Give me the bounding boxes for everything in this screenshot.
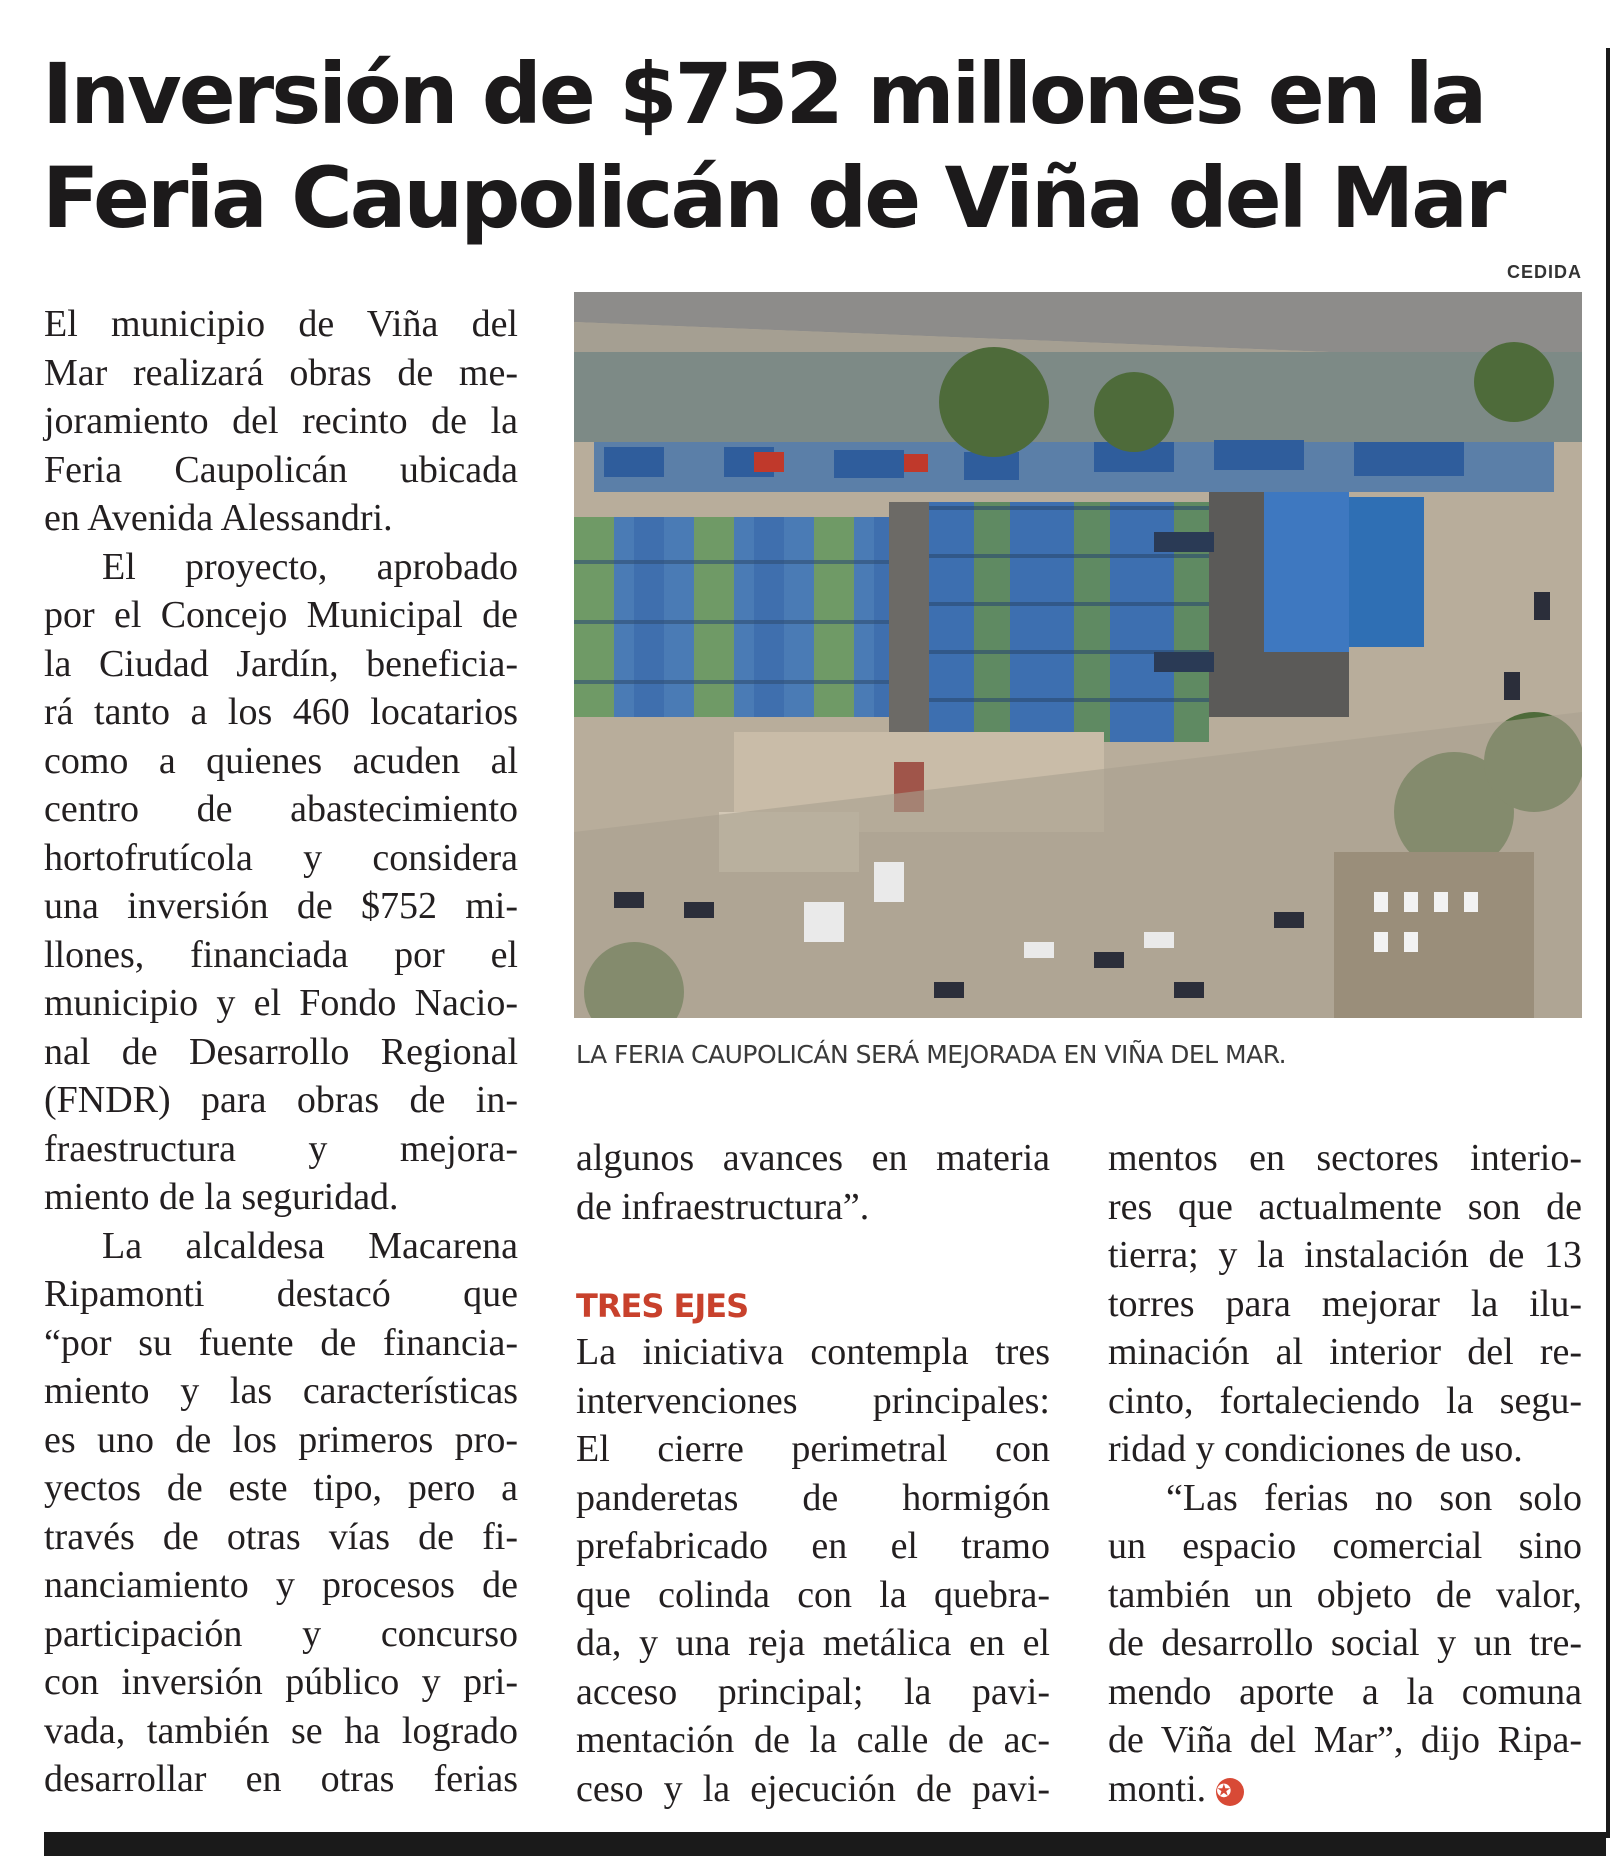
- text-line: joramiento del recinto de la: [44, 400, 518, 442]
- text-line: centro de abastecimiento: [44, 788, 518, 830]
- photo-caption: LA FERIA CAUPOLICÁN SERÁ MEJORADA EN VIÑA DEL MAR.: [576, 1040, 1287, 1069]
- text-line: participación y concurso: [44, 1612, 518, 1655]
- text-line: (FNDR) para obras de in-: [44, 1079, 518, 1121]
- headline-line-2: Feria Caupolicán de Viña del Mar: [42, 149, 1504, 247]
- text-line: vada, también se ha logrado: [44, 1709, 518, 1752]
- text-line: es uno de los primeros pro-: [44, 1418, 518, 1461]
- text-line: algunos avances en materia: [576, 1137, 1050, 1179]
- circled-star-icon: ✪: [1216, 1778, 1244, 1806]
- text-line: mentación de la calle de ac-: [576, 1719, 1050, 1761]
- section-subhead: TRES EJES: [576, 1286, 749, 1325]
- text-line: de desarrollo social y un tre-: [1108, 1622, 1582, 1664]
- text-line: como a quienes acuden al: [44, 739, 518, 782]
- text-line: La iniciativa contempla tres: [576, 1331, 1050, 1373]
- text-line: con inversión público y pri-: [44, 1661, 518, 1703]
- text-line: también un objeto de valor,: [1108, 1573, 1582, 1616]
- text-line: hortofrutícola y considera: [44, 836, 518, 879]
- text-line: cinto, fortaleciendo la segu-: [1108, 1379, 1582, 1422]
- text-line: El municipio de Viña del: [44, 303, 518, 345]
- text-line: ridad y condiciones de uso.: [1108, 1428, 1523, 1470]
- text-line: que colinda con la quebra-: [576, 1573, 1050, 1616]
- text-line: llones, financiada por el: [44, 933, 518, 976]
- text-line: Ripamonti destacó que: [44, 1273, 518, 1315]
- text-line: rá tanto a los 460 locatarios: [44, 691, 518, 733]
- body-column-1: [44, 300, 518, 1804]
- text-line: intervenciones principales:: [576, 1379, 1050, 1422]
- text-line: El proyecto, aprobado: [102, 545, 518, 588]
- text-line: El cierre perimetral con: [576, 1428, 1050, 1470]
- text-line: un espacio comercial sino: [1108, 1525, 1582, 1567]
- headline-line-1: Inversión de $752 millones en la: [42, 45, 1485, 143]
- text-line: nanciamiento y procesos de: [44, 1564, 518, 1606]
- bottom-rule: [44, 1832, 1606, 1856]
- text-line: miento de la seguridad.: [44, 1176, 399, 1218]
- text-line: nal de Desarrollo Regional: [44, 1030, 518, 1073]
- text-line: por el Concejo Municipal de: [44, 594, 518, 636]
- body-column-3: [1108, 1134, 1582, 1813]
- aerial-photo: [574, 292, 1582, 1018]
- text-line: mendo aporte a la comuna: [1108, 1670, 1582, 1713]
- text-line: municipio y el Fondo Nacio-: [44, 982, 518, 1024]
- closing-text: monti.: [1108, 1767, 1207, 1810]
- text-line: desarrollar en otras ferias: [44, 1758, 518, 1800]
- text-line: tierra; y la instalación de 13: [1108, 1234, 1582, 1276]
- text-line: “por su fuente de financia-: [44, 1321, 518, 1364]
- text-line: fraestructura y mejora-: [44, 1127, 518, 1170]
- text-line: mentos en sectores interio-: [1108, 1137, 1582, 1179]
- text-line: prefabricado en el tramo: [576, 1525, 1050, 1567]
- text-line: Feria Caupolicán ubicada: [44, 448, 518, 491]
- text-line: yectos de este tipo, pero a: [44, 1467, 518, 1509]
- text-line: torres para mejorar la ilu-: [1108, 1282, 1582, 1325]
- text-line: La alcaldesa Macarena: [102, 1224, 518, 1267]
- text-line: acceso principal; la pavi-: [576, 1670, 1050, 1713]
- text-line: miento y las características: [44, 1370, 518, 1412]
- text-line: través de otras vías de fi-: [44, 1515, 518, 1558]
- body-column-2: [576, 1134, 1050, 1813]
- photo-credit: CEDIDA: [1506, 262, 1582, 282]
- text-line: minación al interior del re-: [1108, 1331, 1582, 1373]
- text-line: res que actualmente son de: [1108, 1185, 1582, 1228]
- text-line: Mar realizará obras de me-: [44, 351, 518, 394]
- text-line: “Las ferias no son solo: [1166, 1476, 1582, 1519]
- text-line: una inversión de $752 mi-: [44, 885, 518, 927]
- text-line: la Ciudad Jardín, beneficia-: [44, 642, 518, 685]
- text-line: de infraestructura”.: [576, 1185, 870, 1228]
- text-line: panderetas de hormigón: [576, 1476, 1050, 1519]
- text-line: da, y una reja metálica en el: [576, 1622, 1050, 1664]
- text-line: [1108, 1765, 1582, 1814]
- headline: [42, 42, 1562, 250]
- column-rule: [1606, 48, 1610, 1838]
- text-line: en Avenida Alessandri.: [44, 497, 393, 539]
- text-line: de Viña del Mar”, dijo Ripa-: [1108, 1719, 1582, 1761]
- text-line: ceso y la ejecución de pavi-: [576, 1767, 1050, 1810]
